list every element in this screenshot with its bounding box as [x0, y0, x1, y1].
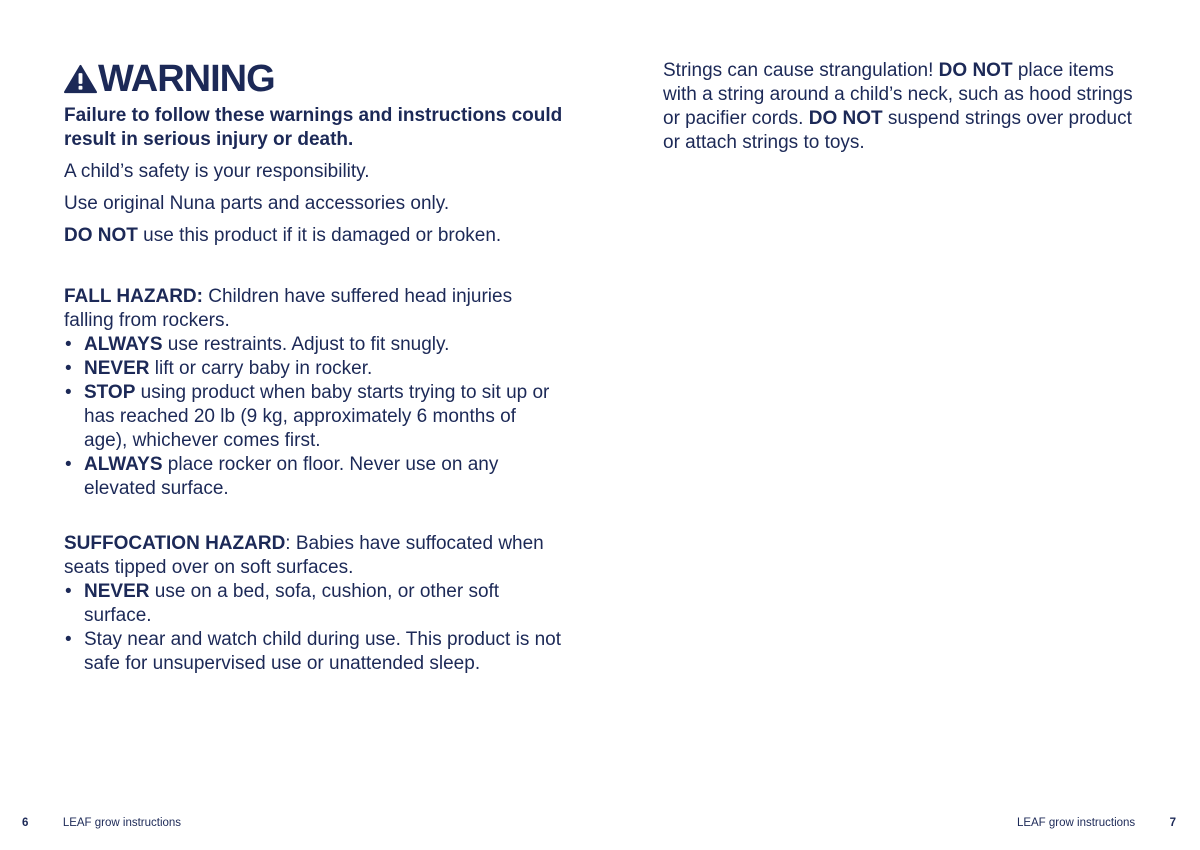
emphasis-text: NEVER — [84, 581, 150, 602]
warning-triangle-icon — [64, 64, 97, 94]
bullet-point: • — [65, 454, 72, 475]
emphasis-text: DO NOT — [808, 108, 883, 129]
list-item — [64, 453, 564, 501]
right-footer — [1017, 816, 1176, 830]
warning-lead: Failure to follow these warnings and instructions could result in serious injury or death. — [64, 105, 563, 150]
emphasis-text: ALWAYS — [84, 334, 163, 355]
page-number: 7 — [1169, 817, 1176, 829]
page-number: 6 — [22, 817, 29, 829]
emphasis-text: ALWAYS — [84, 454, 163, 475]
fall-hazard-heading: FALL HAZARD: — [64, 286, 203, 307]
body-text: use this product if it is damaged or broken. — [137, 225, 502, 246]
emphasis-text: DO NOT — [938, 60, 1013, 81]
bullet-point: • — [65, 382, 72, 403]
list-item — [64, 580, 564, 628]
warning-line-responsibility: A child’s safety is your responsibility. — [64, 161, 370, 182]
warning-title: WARNING — [98, 58, 275, 100]
list-item-text: using product when baby starts trying to sit up or has reached 20 lb (9 kg, approximately 6 months of age), whichever comes first. — [84, 382, 550, 451]
strangulation-warning — [663, 59, 1143, 155]
suffocation-hazard-section — [64, 532, 564, 676]
list-item-text: Stay near and watch child during use. This product is not safe for unsupervised use or unattended sleep. — [84, 629, 562, 674]
fall-hazard-list — [64, 333, 564, 501]
right-page — [600, 0, 1200, 850]
warning-heading — [64, 58, 564, 100]
list-item — [64, 628, 564, 676]
suffocation-hazard-list — [64, 580, 564, 676]
bullet-point: • — [65, 358, 72, 379]
warning-line-original-parts: Use original Nuna parts and accessories only. — [64, 193, 450, 214]
list-item — [64, 357, 564, 381]
fall-hazard-intro-text: Children have suffered head injuries falling from rockers. — [64, 286, 513, 331]
left-footer — [22, 816, 181, 830]
bullet-point: • — [65, 581, 72, 602]
suffocation-hazard-intro — [64, 532, 564, 580]
right-column — [663, 59, 1143, 155]
list-item-text: lift or carry baby in rocker. — [149, 358, 373, 379]
list-item — [64, 333, 564, 357]
bullet-point: • — [65, 629, 72, 650]
left-column — [64, 58, 564, 676]
emphasis-text: NEVER — [84, 358, 150, 379]
footer-title: LEAF grow instructions — [1016, 817, 1136, 829]
list-item-text: use restraints. Adjust to fit snugly. — [162, 334, 450, 355]
suffocation-hazard-intro-text: : Babies have suffocated when seats tipped over on soft surfaces. — [64, 533, 544, 578]
emphasis-text: STOP — [84, 382, 136, 403]
list-item-text: place rocker on floor. Never use on any elevated surface. — [84, 454, 499, 499]
list-item — [64, 381, 564, 453]
emphasis-text: DO NOT — [64, 225, 138, 246]
body-text: Strings can cause strangulation! — [663, 60, 939, 81]
body-text: suspend strings over product or attach strings to toys. — [663, 108, 1132, 153]
fall-hazard-intro — [64, 285, 564, 333]
warning-line-damaged — [64, 224, 564, 248]
bullet-point: • — [65, 334, 72, 355]
list-item-text: use on a bed, sofa, cushion, or other soft surface. — [84, 581, 500, 626]
body-text: place items with a string around a child’s neck, such as hood strings or pacifier cords. — [663, 60, 1133, 129]
footer-title: LEAF grow instructions — [62, 817, 182, 829]
suffocation-hazard-heading: SUFFOCATION HAZARD — [64, 533, 286, 554]
fall-hazard-section — [64, 285, 564, 501]
